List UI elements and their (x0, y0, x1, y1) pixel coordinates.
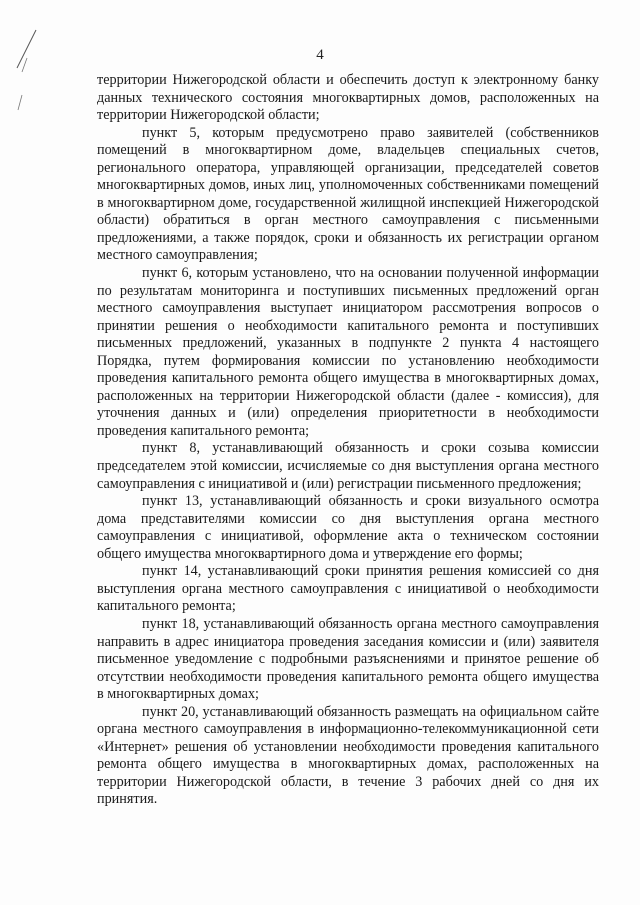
paragraph-item-5: пункт 5, которым предусмотрено право заявителей (собственников помещений в многоквартирном доме, владельцев специальных счетов, регионального оператора, управляющей организации, председателей советов многоквартирных домов, иных лиц, уполномоченных собственниками помещений в многоквартирном доме, государственной жилищной инспекцией Нижегородской области) обратиться в орган местного самоуправления с письменными предложениями, а также порядок, сроки и обязанность их регистрации органом местного самоуправления; (97, 124, 599, 264)
paragraph-item-20: пункт 20, устанавливающий обязанность размещать на официальном сайте органа местного самоуправления в информационно-телекоммуникационной сети «Интернет» решения об установлении необходимости проведения капитального ремонта общего имущества в многоквартирных домах, расположенных на территории Нижегородской области, в течение 3 рабочих дней со дня их принятия. (97, 703, 599, 808)
scan-mark-line (18, 95, 22, 110)
paragraph-item-18: пункт 18, устанавливающий обязанность органа местного самоуправления направить в адрес инициатора проведения заседания комиссии и (или) заявителя письменное уведомление с подробными разъяснениями и принятое решение об отсутствии необходимости проведения капитального ремонта общего имущества в многоквартирных домах; (97, 615, 599, 703)
scan-margin-marks (0, 0, 60, 905)
paragraph-item-6: пункт 6, которым установлено, что на основании полученной информации по результатам мониторинга и поступивших письменных предложений орган местного самоуправления выступает инициатором рассмотрения вопросов о принятии решения о необходимости капитального ремонта и поступивших письменных предложений, указанных в подпункте 2 пункта 4 настоящего Порядка, путем формирования комиссии по установлению необходимости проведения капитального ремонта общего имущества в многоквартирных домах, расположенных на территории Нижегородской области (далее - комиссия), для уточнения данных и (или) определения приоритетности в необходимости проведения капитального ремонта; (97, 265, 599, 439)
paragraph-item-8: пункт 8, устанавливающий обязанность и сроки созыва комиссии председателем этой комиссии, исчисляемые со дня выступления органа местного самоуправления с инициативой и (или) регистрации письменного предложения; (97, 440, 599, 492)
paragraph-item-14: пункт 14, устанавливающий сроки принятия решения комиссией со дня выступления органа местного самоуправления с инициативой о необходимости капитального ремонта; (97, 563, 599, 615)
paragraph-continuation: территории Нижегородской области и обеспечить доступ к электронному банку данных технического состояния многоквартирных домов, расположенных на территории Нижегородской области; (97, 72, 599, 124)
document-body (97, 72, 599, 809)
page-number: 4 (316, 47, 324, 63)
paragraph-item-13: пункт 13, устанавливающий обязанность и сроки визуального осмотра дома представителями комиссии со дня выступления органа местного самоуправления с инициативой, оформление акта о техническом состоянии общего имущества многоквартирного дома и утверждение его формы; (97, 493, 599, 562)
